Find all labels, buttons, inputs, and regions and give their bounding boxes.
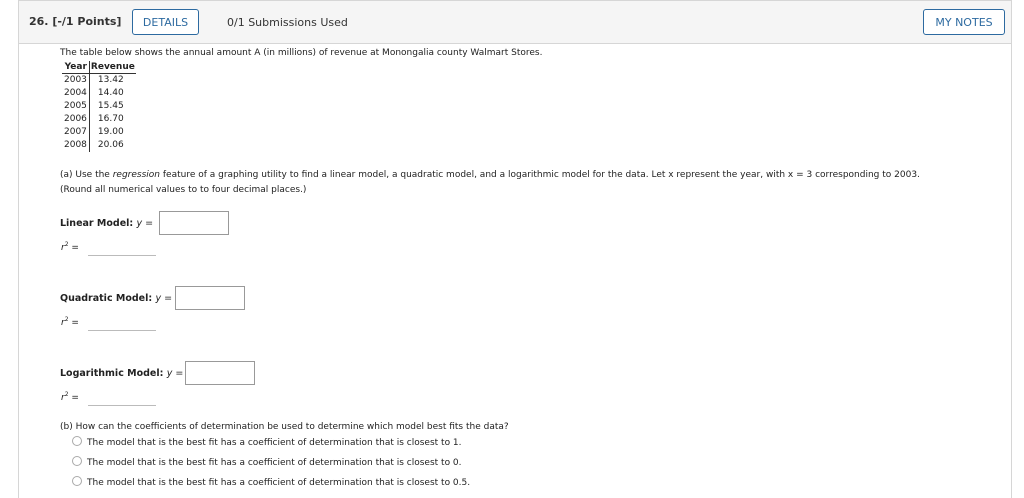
logarithmic-model-input[interactable] xyxy=(185,361,255,385)
linear-eq-label: y = xyxy=(136,218,154,229)
linear-model-label xyxy=(60,218,153,229)
submissions-status: 0/1 Submissions Used xyxy=(227,16,348,29)
part-b-question: (b) How can the coefficients of determination be used to determine which model best fits the data? xyxy=(60,422,509,432)
year-cell: 2006 xyxy=(62,113,89,126)
logarithmic-r2-label xyxy=(61,391,79,403)
linear-r2-label xyxy=(61,241,79,253)
part-a-prefix: (a) Use the xyxy=(60,170,113,180)
radio-button[interactable] xyxy=(72,476,82,486)
r2-exponent: 2 xyxy=(64,241,69,248)
revenue-cell: 15.45 xyxy=(97,101,124,111)
r2-exponent: 2 xyxy=(64,391,69,398)
r-var: r xyxy=(61,243,65,253)
part-a-rounding-note: (Round all numerical values to to four decimal places.) xyxy=(60,185,307,195)
quadratic-model-input[interactable] xyxy=(175,286,245,310)
r2-equals: = xyxy=(68,243,79,253)
part-a-instructions xyxy=(60,168,980,198)
r-var: r xyxy=(61,393,65,403)
quadratic-r2-label xyxy=(61,316,79,328)
table-header-revenue: Revenue xyxy=(90,62,135,72)
intro-text: The table below shows the annual amount A (in millions) of revenue at Monongalia county Walmart Stores. xyxy=(60,48,543,58)
table-row xyxy=(62,74,136,88)
revenue-cell: 16.70 xyxy=(97,114,124,124)
table-row xyxy=(62,139,136,152)
r2-equals: = xyxy=(68,393,79,403)
quadratic-eq-label: y = xyxy=(155,293,173,304)
year-cell: 2007 xyxy=(62,126,89,139)
option-closest-to-0[interactable] xyxy=(72,456,462,468)
r2-equals: = xyxy=(68,318,79,328)
table-row xyxy=(62,87,136,100)
revenue-cell: 14.40 xyxy=(97,88,124,98)
logarithmic-r2-input[interactable] xyxy=(88,391,156,406)
revenue-table xyxy=(62,61,136,152)
quadratic-r2-input[interactable] xyxy=(88,316,156,331)
year-cell: 2003 xyxy=(62,74,89,88)
radio-button[interactable] xyxy=(72,436,82,446)
r-var: r xyxy=(61,318,65,328)
option-closest-to-0-5[interactable] xyxy=(72,476,470,488)
details-button[interactable]: DETAILS xyxy=(132,9,199,35)
option-label: The model that is the best fit has a coefficient of determination that is closest to 0.5. xyxy=(87,478,471,488)
radio-button[interactable] xyxy=(72,456,82,466)
logarithmic-model-label xyxy=(60,368,183,379)
year-cell: 2005 xyxy=(62,100,89,113)
quadratic-model-title: Quadratic Model: xyxy=(60,293,153,304)
r2-exponent: 2 xyxy=(64,316,69,323)
my-notes-button[interactable]: MY NOTES xyxy=(923,9,1005,35)
linear-r2-input[interactable] xyxy=(88,241,156,256)
logarithmic-eq-label: y = xyxy=(166,368,184,379)
option-label: The model that is the best fit has a coefficient of determination that is closest to 0. xyxy=(87,458,462,468)
table-row xyxy=(62,126,136,139)
revenue-cell: 19.00 xyxy=(97,127,124,137)
table-header-year: Year xyxy=(62,61,89,74)
linear-model-input[interactable] xyxy=(159,211,229,235)
table-row xyxy=(62,100,136,113)
year-cell: 2008 xyxy=(62,139,89,152)
question-header xyxy=(18,0,1012,44)
table-row xyxy=(62,113,136,126)
part-a-emphasis: regression xyxy=(112,170,160,180)
revenue-cell: 13.42 xyxy=(97,75,124,85)
option-closest-to-1[interactable] xyxy=(72,436,462,448)
part-a-rest: feature of a graphing utility to find a linear model, a quadratic model, and a logarithmic model for the data. Let x represent the year, with x = 3 corresponding to 2003. xyxy=(160,170,920,180)
logarithmic-model-title: Logarithmic Model: xyxy=(60,368,164,379)
linear-model-title: Linear Model: xyxy=(60,218,134,229)
revenue-cell: 20.06 xyxy=(97,140,124,150)
year-cell: 2004 xyxy=(62,87,89,100)
question-number: 26. [-/1 Points] xyxy=(29,15,122,28)
option-label: The model that is the best fit has a coefficient of determination that is closest to 1. xyxy=(87,438,462,448)
quadratic-model-label xyxy=(60,293,172,304)
